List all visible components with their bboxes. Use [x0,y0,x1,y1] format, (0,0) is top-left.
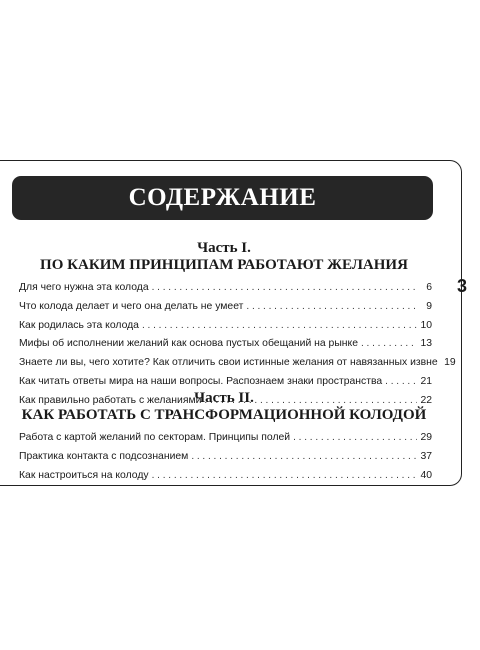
part-1-heading [16,240,432,274]
page-number: 3 [456,276,467,296]
toc-entry[interactable] [19,336,432,352]
toc-entry[interactable] [19,280,432,296]
dot-leader [152,280,417,296]
toc-entry[interactable] [19,449,432,465]
toc-entry[interactable] [19,299,432,315]
toc-entry-page: 9 [426,300,432,312]
toc-entry-title: Знаете ли вы, чего хотите? Как отличить свои истинные желания от навязанных извне [19,357,438,369]
part-2-heading [16,390,432,424]
toc-entry-title: Практика контакта с подсознанием [19,450,189,462]
toc-entry-page: 6 [426,282,432,293]
part-2-label: Часть II. [194,390,254,406]
toc-entry-title: Как читать ответы мира на наши вопросы. Распознаем знаки пространства [19,375,383,387]
toc-entry-title: Что колода делает и чего она делать не умеет [19,300,244,312]
toc-entry-title: Работа с картой желаний по секторам. Принципы полей [19,432,291,443]
toc-entry-page: 22 [420,394,432,406]
dot-leader [293,430,417,446]
toc-entry[interactable] [19,468,432,484]
part-2-title: КАК РАБОТАТЬ С ТРАНСФОРМАЦИОННОЙ КОЛОДОЙ [21,407,427,423]
dot-leader [246,299,417,315]
toc-entry-title: Для чего нужна эта колода [19,282,149,293]
contents-title: СОДЕРЖАНИЕ [128,184,317,211]
toc-entry-page: 29 [420,432,432,443]
toc-entry-title: Как настроиться на колоду [19,469,149,481]
toc-entry-page: 21 [420,375,432,387]
toc-entry-title: Мифы об исполнении желаний как основа пустых обещаний на рынке [19,338,358,350]
contents-banner [12,176,433,220]
dot-leader [191,449,417,465]
toc-entry[interactable] [19,374,432,390]
toc-entry-title: Как родилась эта колода [19,319,139,331]
part-2-entries [19,430,432,486]
toc-entry-page: 37 [420,450,432,462]
toc-entry-page: 19 [444,357,456,369]
toc-entry[interactable] [19,430,432,446]
toc-entry-page: 13 [420,338,432,350]
dot-leader [152,468,417,484]
toc-entry[interactable] [19,318,432,334]
part-1-title: ПО КАКИМ ПРИНЦИПАМ РАБОТАЮТ ЖЕЛАНИЯ [40,257,408,273]
dot-leader [385,374,417,390]
dot-leader [142,318,417,334]
toc-entry-page: 40 [420,469,432,481]
part-1-label: Часть I. [197,240,251,256]
dot-leader [361,336,417,352]
toc-entry-page: 10 [420,319,432,331]
toc-entry[interactable] [19,355,456,371]
toc-entry-title: Как правильно работать с желаниями [19,394,202,406]
